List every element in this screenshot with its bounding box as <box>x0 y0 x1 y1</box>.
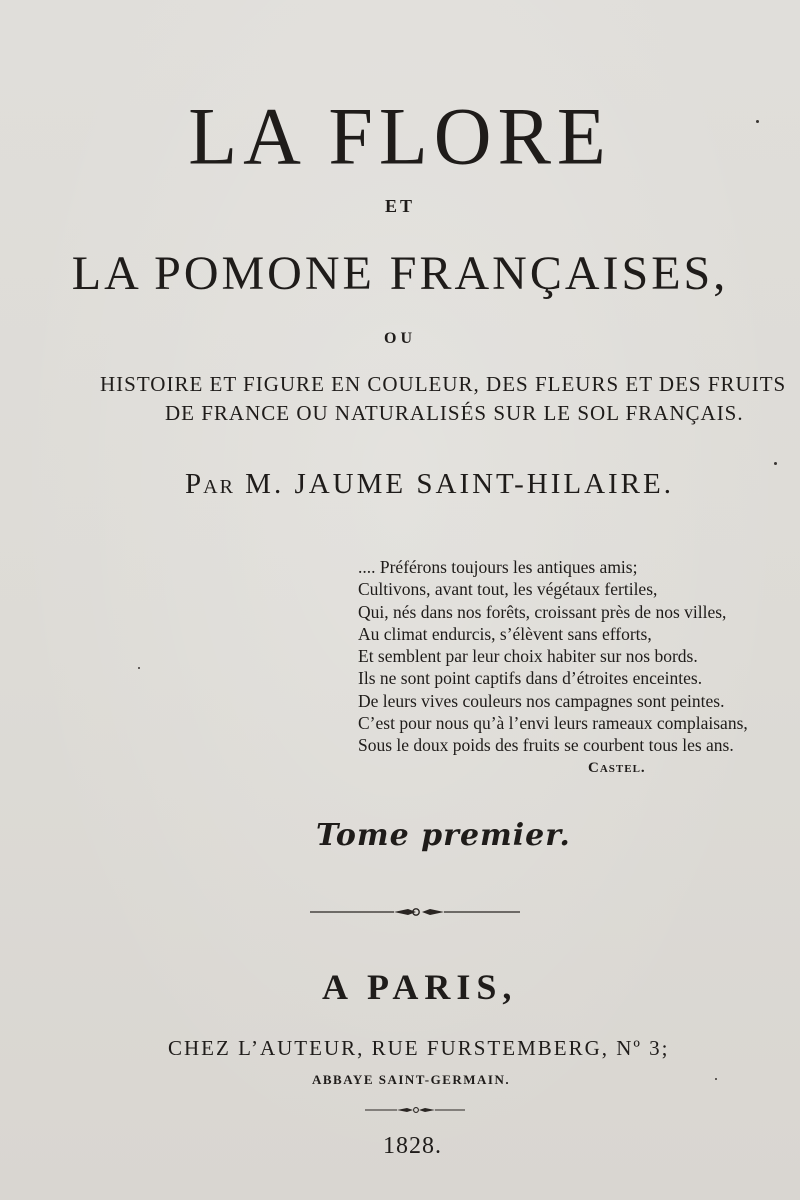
ornamental-rule <box>310 905 520 919</box>
epigraph-verse: De leurs vives couleurs nos campagnes sont peintes. <box>358 690 725 711</box>
subtitle-line-1: HISTOIRE ET FIGURE EN COULEUR, DES FLEURS ET DES FRUITS <box>100 372 787 396</box>
epigraph-verse: Sous le doux poids des fruits se courbent tous les ans. <box>358 735 734 756</box>
epigraph-verse: Au climat endurcis, s’élèvent sans efforts, <box>358 623 652 644</box>
small-ornamental-rule <box>365 1105 465 1115</box>
epigraph-attribution: Castel. <box>588 760 646 776</box>
imprint-city: A PARIS, <box>322 967 518 1007</box>
conjunction-ou: OU <box>384 330 416 347</box>
paper-speck <box>715 1078 717 1080</box>
epigraph-verse: Qui, nés dans nos forêts, croissant près de nos villes, <box>358 601 727 622</box>
paper-speck <box>774 462 777 465</box>
epigraph-verse: Ils ne sont point captifs dans d’étroites enceintes. <box>358 668 703 689</box>
epigraph <box>358 556 778 757</box>
author-prefix: Par <box>185 468 235 500</box>
epigraph-verse: .... Préférons toujours les antiques amis; <box>358 557 638 577</box>
paper-speck <box>138 667 140 669</box>
epigraph-verse: C’est pour nous qu’à l’envi leurs rameaux complaisans, <box>358 713 748 734</box>
paper-speck <box>756 120 759 123</box>
author-name: M. JAUME SAINT-HILAIRE. <box>245 468 674 500</box>
title-line-2: LA POMONE FRANÇAISES, <box>71 247 729 300</box>
subtitle-line-2: DE FRANCE OU NATURALISÉS SUR LE SOL FRANÇAIS. <box>165 401 744 425</box>
title-line-1: LA FLORE <box>188 92 612 182</box>
imprint-year: 1828. <box>383 1133 442 1159</box>
volume-label: Tome premier. <box>316 818 571 853</box>
imprint-publisher: CHEZ L’AUTEUR, RUE FURSTEMBERG, Nº 3; <box>168 1036 670 1060</box>
epigraph-verse: Et semblent par leur choix habiter sur nos bords. <box>358 646 698 667</box>
author-line <box>185 468 745 501</box>
epigraph-verse: Cultivons, avant tout, les végétaux fertiles, <box>358 579 658 600</box>
imprint-address: ABBAYE SAINT-GERMAIN. <box>312 1072 511 1087</box>
conjunction-et: ET <box>384 196 415 216</box>
